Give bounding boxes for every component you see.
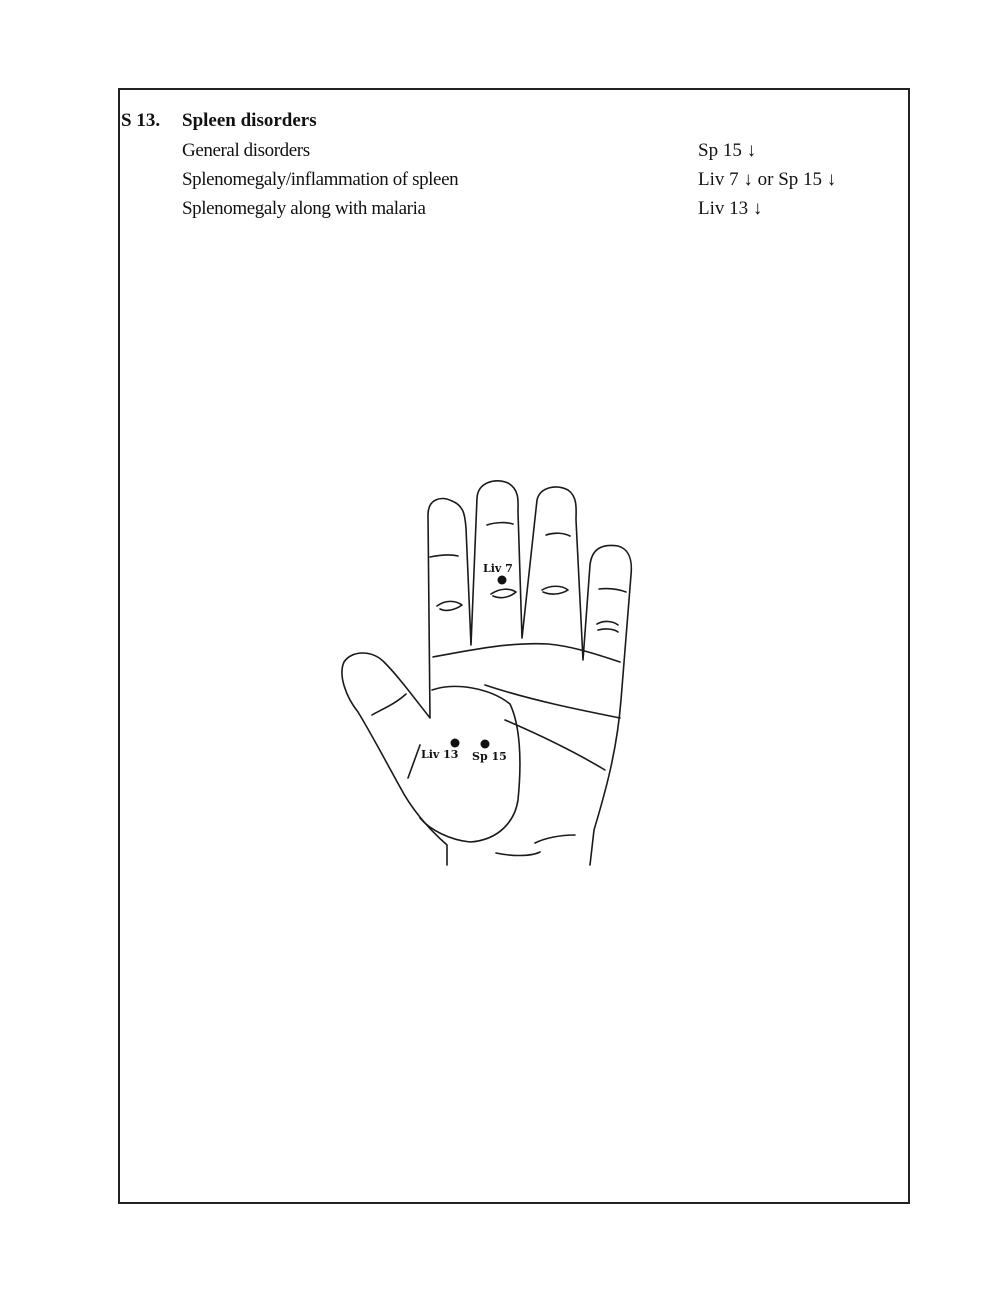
hand-diagram bbox=[330, 470, 650, 880]
condition-label: Splenomegaly along with malaria bbox=[182, 198, 426, 219]
section-title: Spleen disorders bbox=[182, 110, 317, 131]
liv13-label: Liv 13 bbox=[421, 748, 459, 761]
section-number: S 13. bbox=[121, 110, 161, 131]
liv7-label: Liv 7 bbox=[483, 562, 513, 575]
treatment-points: Sp 15 ↓ bbox=[698, 140, 757, 161]
condition-label: Splenomegaly/inflammation of spleen bbox=[182, 169, 459, 190]
liv13-point bbox=[451, 739, 460, 748]
treatment-points: Liv 7 ↓ or Sp 15 ↓ bbox=[698, 169, 837, 190]
treatment-points: Liv 13 ↓ bbox=[698, 198, 763, 219]
sp15-point bbox=[481, 740, 490, 749]
liv7-point bbox=[498, 576, 507, 585]
sp15-label: Sp 15 bbox=[472, 750, 507, 763]
hand-outline bbox=[342, 481, 631, 865]
condition-label: General disorders bbox=[182, 140, 310, 161]
